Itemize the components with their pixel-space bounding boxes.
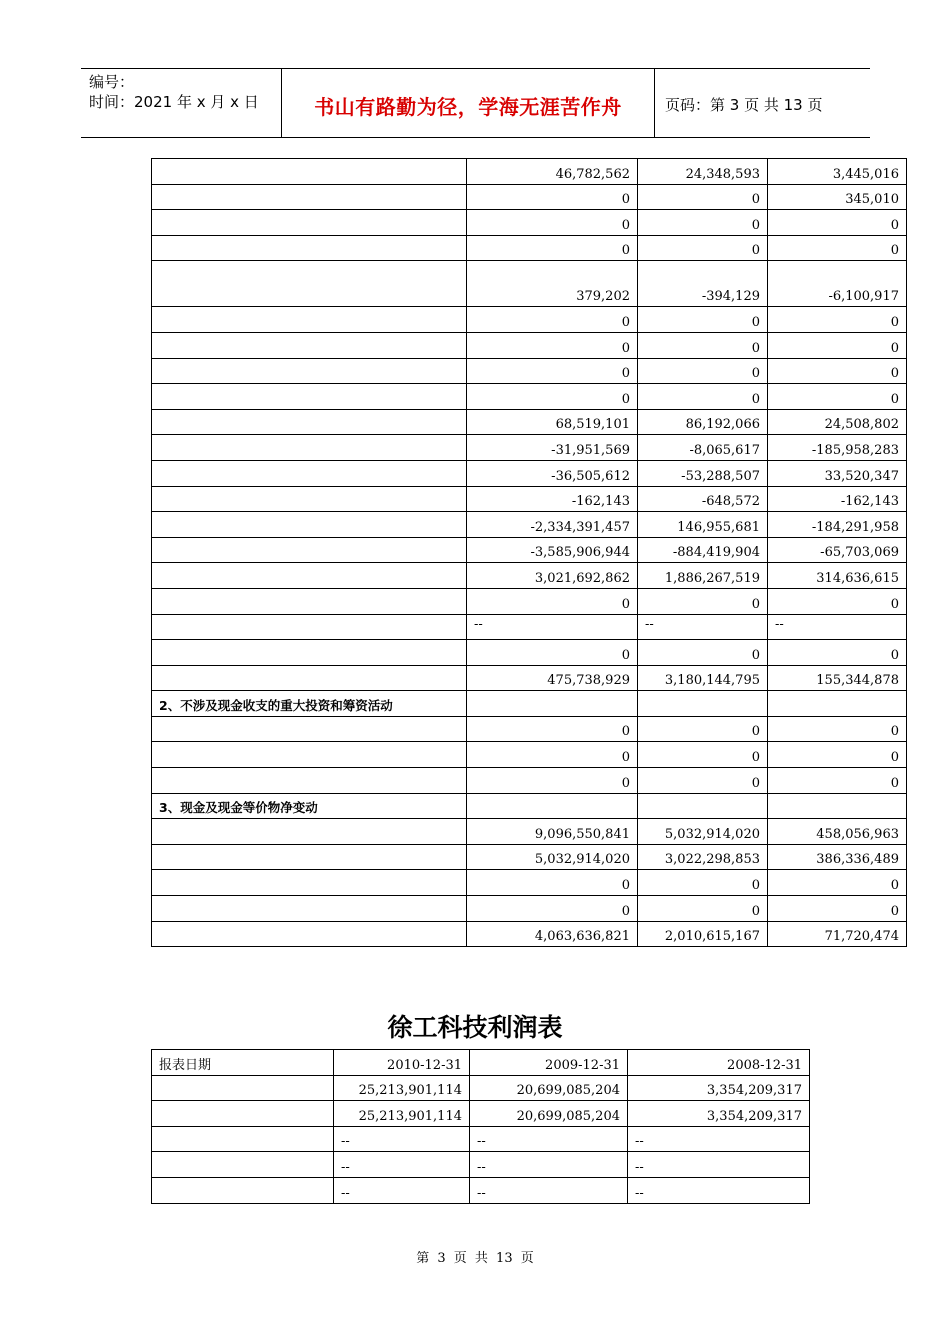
value-cell: 0 <box>467 742 638 768</box>
header-date-cell: 2008-12-31 <box>628 1050 810 1076</box>
value-cell <box>768 793 907 819</box>
row-label-cell: 3、现金及现金等价物净变动 <box>152 793 467 819</box>
table-row <box>152 235 907 261</box>
row-label-cell <box>152 819 467 845</box>
value-cell: 3,354,209,317 <box>628 1075 810 1101</box>
table-row <box>152 614 907 640</box>
row-label-cell <box>152 159 467 185</box>
row-label-cell <box>152 307 467 333</box>
cashflow-table <box>151 158 907 947</box>
value-cell: 0 <box>768 716 907 742</box>
table-row <box>152 768 907 794</box>
value-cell <box>638 793 768 819</box>
value-cell: 0 <box>638 588 768 614</box>
row-label-cell <box>152 870 467 896</box>
value-cell: 0 <box>638 332 768 358</box>
value-cell: 0 <box>467 768 638 794</box>
value-cell: 0 <box>467 716 638 742</box>
value-cell: 0 <box>768 235 907 261</box>
value-cell: -65,703,069 <box>768 537 907 563</box>
value-cell <box>467 793 638 819</box>
value-cell: 458,056,963 <box>768 819 907 845</box>
value-cell: 0 <box>467 210 638 236</box>
value-cell: 0 <box>467 235 638 261</box>
value-cell: 0 <box>467 896 638 922</box>
table-row <box>152 640 907 666</box>
value-cell: -- <box>628 1126 810 1152</box>
value-cell: 3,445,016 <box>768 159 907 185</box>
page-header <box>81 68 870 138</box>
row-label-cell <box>152 460 467 486</box>
value-cell: 46,782,562 <box>467 159 638 185</box>
value-cell: -648,572 <box>638 486 768 512</box>
value-cell: 0 <box>638 210 768 236</box>
table-row <box>152 793 907 819</box>
row-label-cell <box>152 640 467 666</box>
table-row <box>152 819 907 845</box>
table-row <box>152 921 907 947</box>
value-cell: 0 <box>768 768 907 794</box>
cashflow-table-body <box>152 159 907 947</box>
value-cell: 0 <box>467 588 638 614</box>
value-cell: 24,508,802 <box>768 409 907 435</box>
value-cell: 71,720,474 <box>768 921 907 947</box>
value-cell: 20,699,085,204 <box>470 1101 628 1127</box>
value-cell: 146,955,681 <box>638 512 768 538</box>
value-cell: 314,636,615 <box>768 563 907 589</box>
header-motto-cell <box>282 69 655 137</box>
table-row <box>152 1152 810 1178</box>
value-cell: 4,063,636,821 <box>467 921 638 947</box>
table-row <box>152 184 907 210</box>
value-cell <box>768 691 907 717</box>
value-cell: 0 <box>638 358 768 384</box>
value-cell: -- <box>470 1177 628 1203</box>
row-label-cell <box>152 537 467 563</box>
row-label-cell <box>152 742 467 768</box>
value-cell: 25,213,901,114 <box>334 1101 470 1127</box>
row-label-cell <box>152 261 467 307</box>
value-cell <box>638 691 768 717</box>
row-label-cell <box>152 435 467 461</box>
header-label-cell: 报表日期 <box>152 1050 334 1076</box>
value-cell: -- <box>628 1177 810 1203</box>
value-cell: 24,348,593 <box>638 159 768 185</box>
value-cell: 3,021,692,862 <box>467 563 638 589</box>
table-header-row <box>152 1050 810 1076</box>
table-row <box>152 870 907 896</box>
value-cell: 0 <box>467 640 638 666</box>
value-cell: 0 <box>467 307 638 333</box>
value-cell: -3,585,906,944 <box>467 537 638 563</box>
value-cell: 0 <box>467 332 638 358</box>
header-date-cell: 2009-12-31 <box>470 1050 628 1076</box>
value-cell: 0 <box>768 307 907 333</box>
value-cell: -- <box>628 1152 810 1178</box>
value-cell: 155,344,878 <box>768 665 907 691</box>
value-cell: 0 <box>638 742 768 768</box>
value-cell: 0 <box>638 384 768 410</box>
income-statement-title: 徐工科技利润表 <box>387 1013 563 1042</box>
value-cell: 0 <box>768 358 907 384</box>
value-cell: 2,010,615,167 <box>638 921 768 947</box>
income-table <box>151 1049 810 1204</box>
value-cell: 0 <box>467 870 638 896</box>
table-row <box>152 307 907 333</box>
row-label-cell <box>152 384 467 410</box>
table-row <box>152 358 907 384</box>
value-cell: -185,958,283 <box>768 435 907 461</box>
value-cell: -31,951,569 <box>467 435 638 461</box>
document-number-label: 编号： <box>89 73 135 91</box>
row-label-cell: 2、不涉及现金收支的重大投资和筹资活动 <box>152 691 467 717</box>
table-row <box>152 1126 810 1152</box>
value-cell: 345,010 <box>768 184 907 210</box>
value-cell: -8,065,617 <box>638 435 768 461</box>
value-cell: 25,213,901,114 <box>334 1075 470 1101</box>
row-label-cell <box>152 896 467 922</box>
value-cell: 0 <box>638 235 768 261</box>
row-label-cell <box>152 1101 334 1127</box>
value-cell: 379,202 <box>467 261 638 307</box>
income-table-body <box>152 1050 810 1204</box>
value-cell: 68,519,101 <box>467 409 638 435</box>
header-date-cell: 2010-12-31 <box>334 1050 470 1076</box>
row-label-cell <box>152 409 467 435</box>
value-cell: 475,738,929 <box>467 665 638 691</box>
value-cell: 0 <box>768 332 907 358</box>
table-row <box>152 588 907 614</box>
value-cell: -- <box>470 1126 628 1152</box>
row-label-cell <box>152 563 467 589</box>
value-cell: 86,192,066 <box>638 409 768 435</box>
table-row <box>152 210 907 236</box>
row-label-cell <box>152 1177 334 1203</box>
table-row <box>152 512 907 538</box>
row-label-cell <box>152 358 467 384</box>
value-cell: -162,143 <box>467 486 638 512</box>
table-row <box>152 1075 810 1101</box>
table-row <box>152 691 907 717</box>
row-label-cell <box>152 716 467 742</box>
row-label-cell <box>152 512 467 538</box>
row-label-cell <box>152 210 467 236</box>
value-cell: 5,032,914,020 <box>467 844 638 870</box>
value-cell: -884,419,904 <box>638 537 768 563</box>
value-cell: 0 <box>768 742 907 768</box>
value-cell: 0 <box>638 640 768 666</box>
header-page-label: 页码：第 3 页 共 13 页 <box>665 96 823 114</box>
value-cell: 0 <box>768 588 907 614</box>
table-row <box>152 460 907 486</box>
header-meta <box>81 69 282 137</box>
row-label-cell <box>152 614 467 640</box>
value-cell: -- <box>768 614 907 640</box>
value-cell: -- <box>334 1152 470 1178</box>
row-label-cell <box>152 486 467 512</box>
value-cell: -53,288,507 <box>638 460 768 486</box>
row-label-cell <box>152 588 467 614</box>
value-cell: 0 <box>768 384 907 410</box>
value-cell: 20,699,085,204 <box>470 1075 628 1101</box>
value-cell: 5,032,914,020 <box>638 819 768 845</box>
table-row <box>152 486 907 512</box>
value-cell: 0 <box>768 896 907 922</box>
value-cell: 1,886,267,519 <box>638 563 768 589</box>
value-cell: 386,336,489 <box>768 844 907 870</box>
table-row <box>152 537 907 563</box>
table-row <box>152 563 907 589</box>
row-label-cell <box>152 665 467 691</box>
header-motto: 书山有路勤为径，学海无涯苦作舟 <box>314 95 622 119</box>
row-label-cell <box>152 332 467 358</box>
row-label-cell <box>152 844 467 870</box>
table-row <box>152 716 907 742</box>
row-label-cell <box>152 1126 334 1152</box>
value-cell: 3,354,209,317 <box>628 1101 810 1127</box>
row-label-cell <box>152 1152 334 1178</box>
value-cell: -184,291,958 <box>768 512 907 538</box>
value-cell: -- <box>467 614 638 640</box>
row-label-cell <box>152 768 467 794</box>
value-cell: 0 <box>768 210 907 236</box>
value-cell: -- <box>334 1177 470 1203</box>
value-cell: 0 <box>638 307 768 333</box>
table-row <box>152 665 907 691</box>
value-cell: 0 <box>638 768 768 794</box>
value-cell: -- <box>638 614 768 640</box>
value-cell: 0 <box>467 184 638 210</box>
value-cell: 0 <box>768 640 907 666</box>
value-cell: 3,180,144,795 <box>638 665 768 691</box>
value-cell: -394,129 <box>638 261 768 307</box>
table-row <box>152 384 907 410</box>
row-label-cell <box>152 184 467 210</box>
value-cell: 0 <box>467 358 638 384</box>
value-cell: 0 <box>638 870 768 896</box>
row-label-cell <box>152 921 467 947</box>
table-row <box>152 409 907 435</box>
value-cell: 9,096,550,841 <box>467 819 638 845</box>
value-cell: -- <box>470 1152 628 1178</box>
value-cell: 33,520,347 <box>768 460 907 486</box>
table-row <box>152 742 907 768</box>
value-cell: -162,143 <box>768 486 907 512</box>
value-cell <box>467 691 638 717</box>
row-label-cell <box>152 235 467 261</box>
table-row <box>152 261 907 307</box>
value-cell: -6,100,917 <box>768 261 907 307</box>
page-footer: 第 3 页 共 13 页 <box>416 1251 534 1266</box>
value-cell: -- <box>334 1126 470 1152</box>
table-row <box>152 1177 810 1203</box>
table-row <box>152 896 907 922</box>
value-cell: 0 <box>768 870 907 896</box>
table-row <box>152 844 907 870</box>
value-cell: 0 <box>467 384 638 410</box>
table-row <box>152 159 907 185</box>
value-cell: 3,022,298,853 <box>638 844 768 870</box>
table-row <box>152 1101 810 1127</box>
document-date-label: 时间：2021 年 x 月 x 日 <box>89 93 259 111</box>
value-cell: 0 <box>638 716 768 742</box>
table-row <box>152 435 907 461</box>
value-cell: 0 <box>638 896 768 922</box>
table-row <box>152 332 907 358</box>
value-cell: -2,334,391,457 <box>467 512 638 538</box>
value-cell: -36,505,612 <box>467 460 638 486</box>
row-label-cell <box>152 1075 334 1101</box>
value-cell: 0 <box>638 184 768 210</box>
